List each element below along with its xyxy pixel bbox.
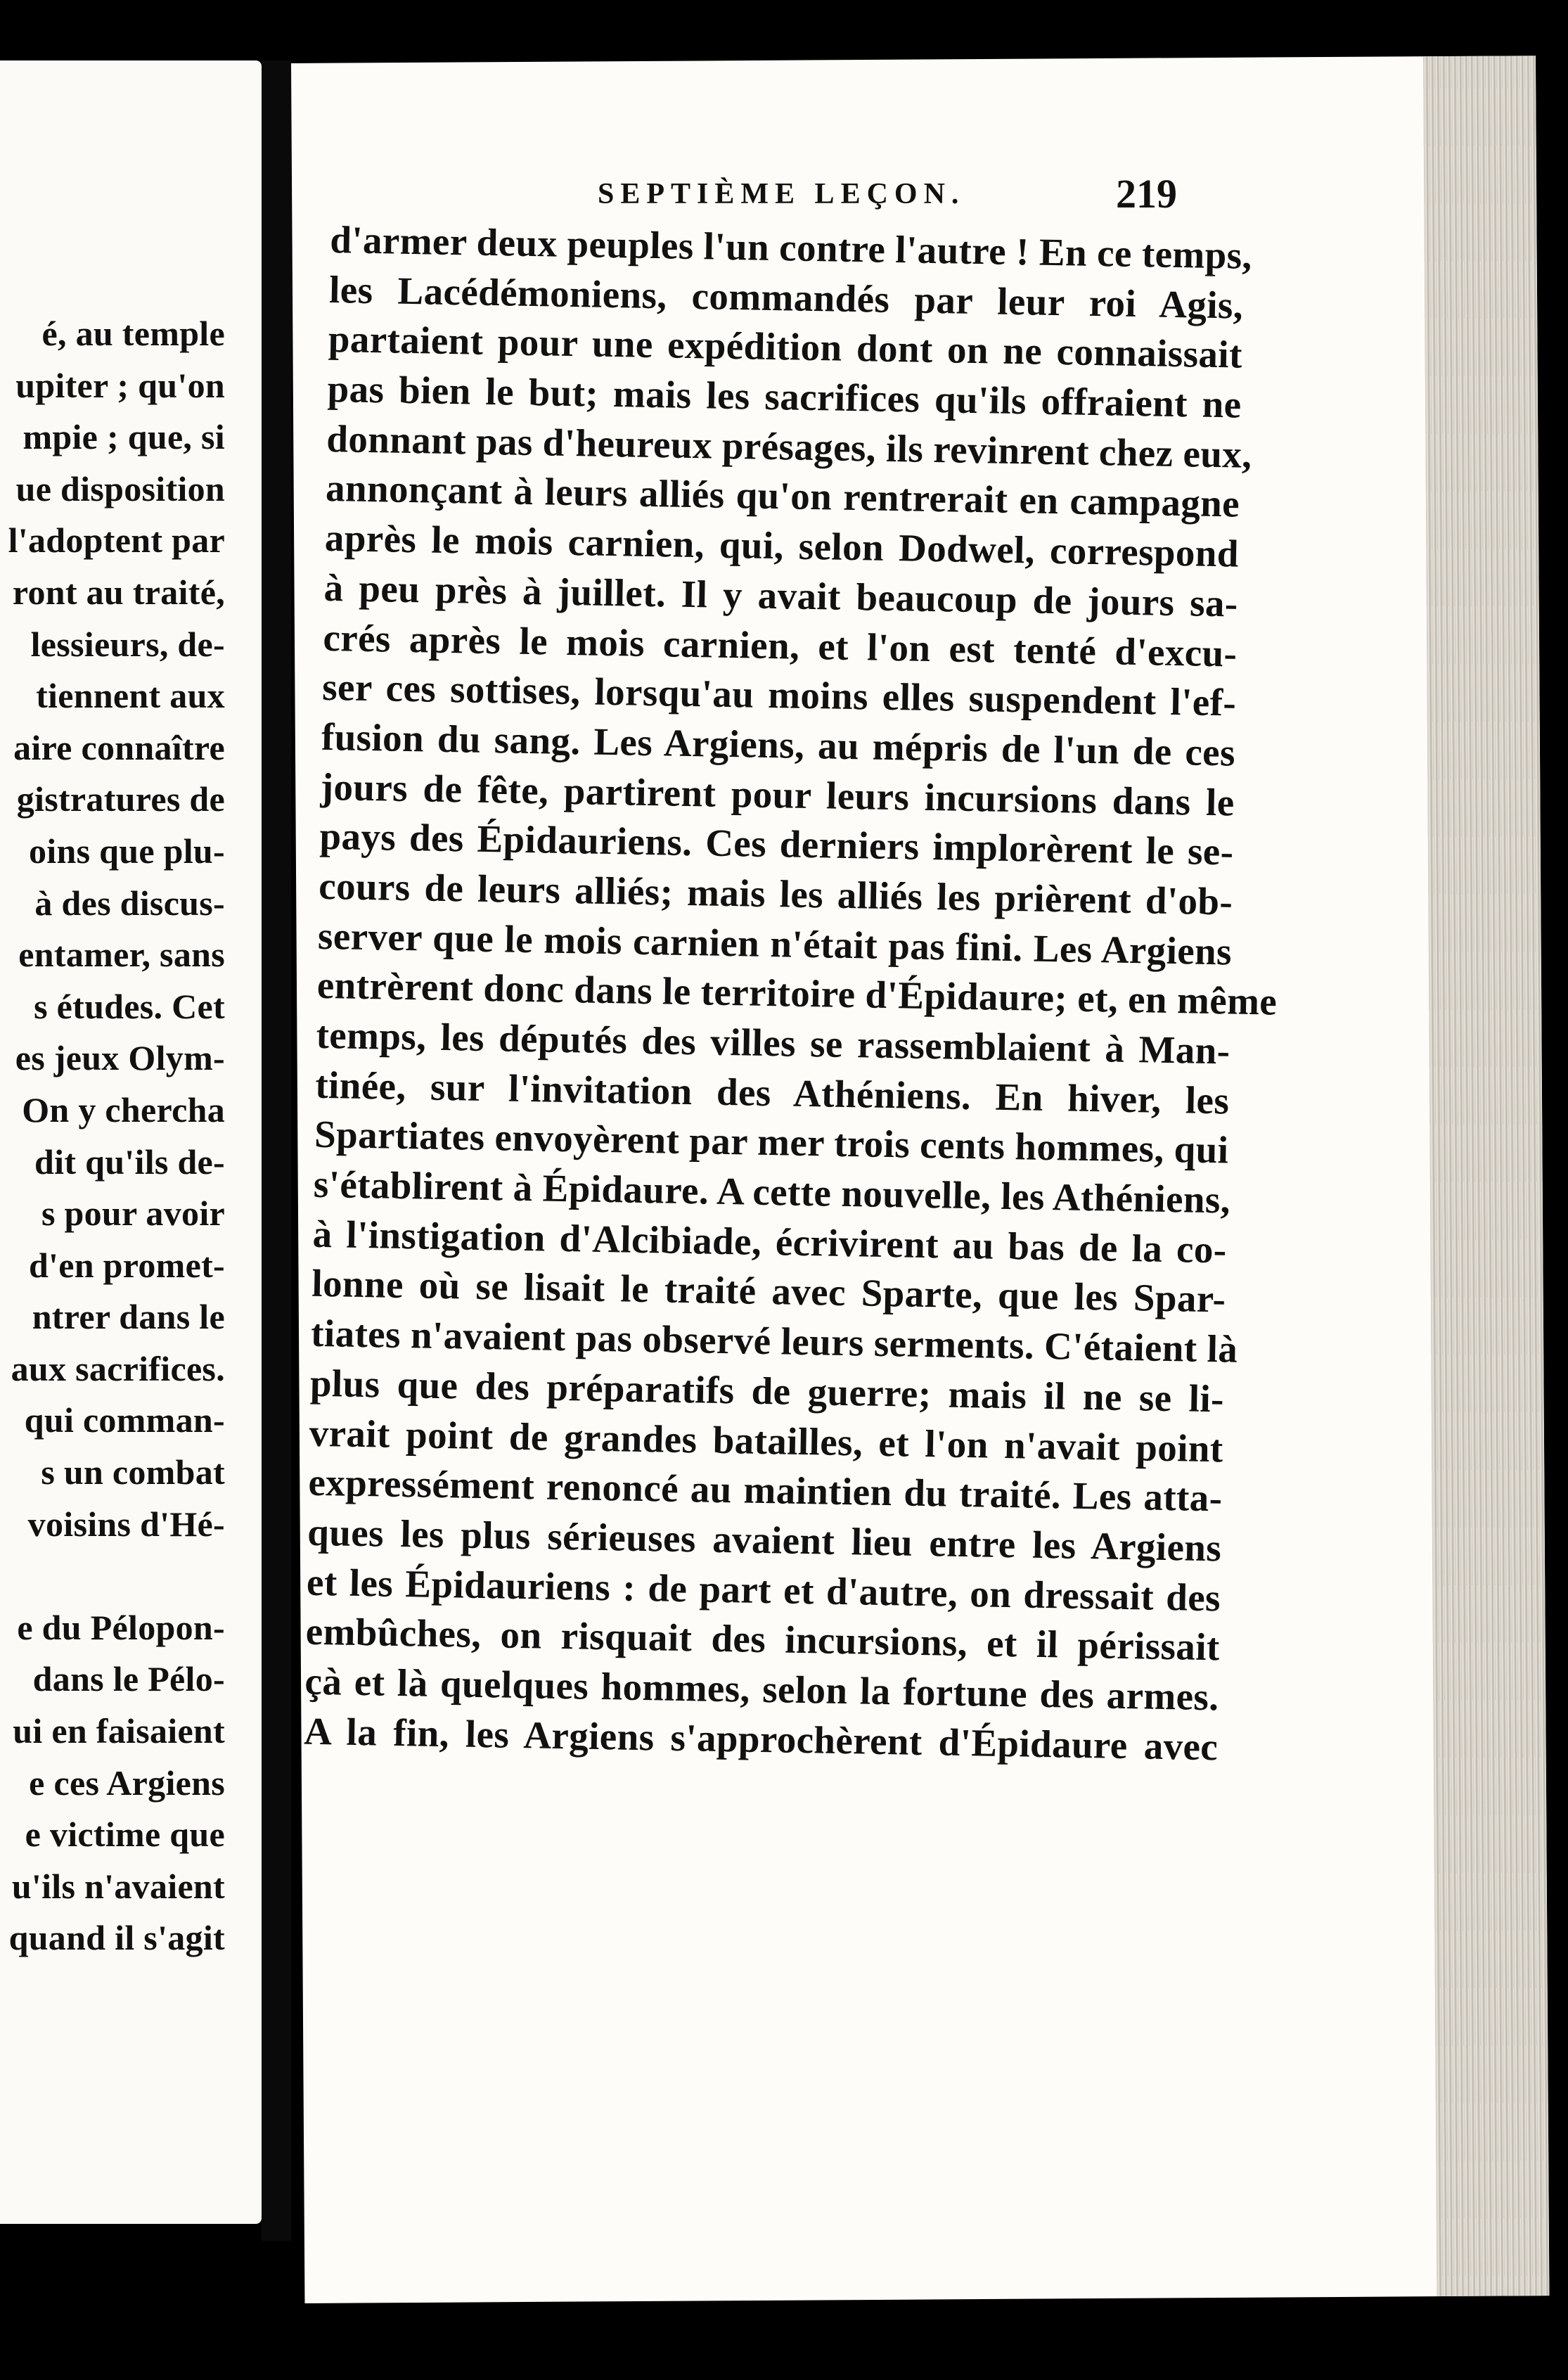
left-line: oins que plu- xyxy=(28,831,225,871)
text-line: jours de fête, partirent pour leurs incursions dans le xyxy=(320,764,1235,824)
text-line: fusion du sang. Les Argiens, au mépris de l'un de ces xyxy=(321,715,1236,774)
left-line: tiennent aux xyxy=(36,676,225,716)
left-line xyxy=(0,1550,225,1602)
text-line: partaient pour une expédition dont on ne connaissait xyxy=(328,317,1243,377)
page-number: 219 xyxy=(1116,171,1177,217)
left-line: é, au temple xyxy=(41,314,225,353)
left-line: aire connaître xyxy=(13,727,225,767)
text-line: ques les plus sérieuses avaient lieu entre les Argiens xyxy=(307,1510,1222,1570)
text-line: ser ces sottises, lorsqu'au moins elles suspendent l'ef- xyxy=(321,665,1237,724)
left-page xyxy=(0,60,262,2224)
left-line: lessieurs, de- xyxy=(30,624,225,664)
left-line: e victime que xyxy=(25,1815,225,1855)
left-line: à des discus- xyxy=(34,883,225,923)
text-line: pays des Épidauriens. Ces derniers implorèrent le se- xyxy=(319,814,1234,874)
left-line: ntrer dans le xyxy=(32,1297,225,1337)
running-title: SEPTIÈME LEÇON. xyxy=(598,178,965,210)
page-edges xyxy=(1423,56,1549,2296)
left-line: ront au traité, xyxy=(12,572,225,612)
text-line: entrèrent donc dans le territoire d'Épidaure; et, en même xyxy=(316,964,1278,1023)
text-line: server que le mois carnien n'était pas fini. Les Argiens xyxy=(317,914,1233,973)
text-line: tinée, sur l'invitation des Athéniens. En hiver, les xyxy=(314,1063,1230,1122)
left-line: quand il s'agit xyxy=(8,1918,225,1958)
text-line: lonne où se lisait le traité avec Sparte, que les Spar- xyxy=(311,1262,1226,1321)
text-line: et les Épidauriens : de part et d'autre, on dressait des xyxy=(306,1560,1221,1619)
text-line: après le mois carnien, qui, selon Dodwel, correspond xyxy=(324,516,1240,575)
body-text xyxy=(303,215,1278,1772)
left-line: d'en promet- xyxy=(28,1245,225,1285)
left-line: qui comman- xyxy=(24,1400,225,1440)
left-page-text xyxy=(0,308,225,1964)
left-line: entamer, sans xyxy=(18,935,225,975)
left-line: s un combat xyxy=(41,1452,225,1492)
left-line: mpie ; que, si xyxy=(23,417,225,457)
text-line: vrait point de grandes batailles, et l'on n'avait point xyxy=(309,1411,1224,1470)
text-line: embûches, on risquait des incursions, et il périssait xyxy=(305,1609,1221,1669)
text-line: les Lacédémoniens, commandés par leur roi Agis, xyxy=(328,267,1244,327)
left-line: voisins d'Hé- xyxy=(27,1504,225,1544)
left-line: e ces Argiens xyxy=(29,1762,225,1803)
text-line: temps, les députés des villes se rassemblaient à Man- xyxy=(316,1013,1230,1073)
left-line: dans le Pélo- xyxy=(32,1659,225,1699)
left-line: s pour avoir xyxy=(41,1194,225,1234)
left-line: u'ils n'avaient xyxy=(11,1866,225,1906)
left-line: upiter ; qu'on xyxy=(15,365,225,405)
text-line: pas bien le but; mais les sacrifices qu'ils offraient ne xyxy=(327,367,1242,426)
left-line: gistratures de xyxy=(16,779,225,819)
text-line: annonçant à leurs alliés qu'on rentrerait en campagne xyxy=(325,466,1240,526)
left-line: dit qu'ils de- xyxy=(34,1141,225,1182)
text-line: à peu près à juillet. Il y avait beaucoup de jours sa- xyxy=(323,565,1239,625)
left-line: ue disposition xyxy=(15,468,225,508)
text-line: à l'instigation d'Alcibiade, écrivirent au bas de la co- xyxy=(312,1212,1228,1272)
left-line: es jeux Olym- xyxy=(15,1038,225,1078)
text-line: tiates n'avaient pas observé leurs serments. C'étaient là xyxy=(310,1311,1238,1371)
left-line: aux sacrifices. xyxy=(11,1348,225,1388)
text-line: A la fin, les Argiens s'approchèrent d'Épidaure avec xyxy=(303,1709,1219,1768)
text-line: donnant pas d'heureux présages, ils revinrent chez eux, xyxy=(326,416,1252,476)
left-line: l'adoptent par xyxy=(8,520,225,561)
text-line: s'établirent à Épidaure. A cette nouvelle, les Athéniens, xyxy=(313,1162,1231,1222)
text-line: crés après le mois carnien, et l'on est tenté d'excu- xyxy=(322,615,1238,675)
text-line: d'armer deux peuples l'un contre l'autre ! En ce temps, xyxy=(329,217,1253,277)
text-line: expressément renoncé au maintien du traité. Les atta- xyxy=(308,1460,1223,1520)
left-line: On y chercha xyxy=(22,1089,225,1130)
left-line: ui en faisaient xyxy=(13,1711,225,1751)
text-line: cours de leurs alliés; mais les alliés les prièrent d'ob- xyxy=(318,864,1233,923)
left-line: e du Pélopon- xyxy=(17,1607,225,1647)
text-line: plus que des préparatifs de guerre; mais il ne se li- xyxy=(309,1361,1225,1421)
book-gutter xyxy=(262,60,291,2241)
text-line: Spartiates envoyèrent par mer trois cents hommes, qui xyxy=(314,1113,1229,1172)
text-line: çà et là quelques hommes, selon la fortune des armes. xyxy=(304,1659,1219,1719)
left-line: s études. Cet xyxy=(34,986,225,1026)
